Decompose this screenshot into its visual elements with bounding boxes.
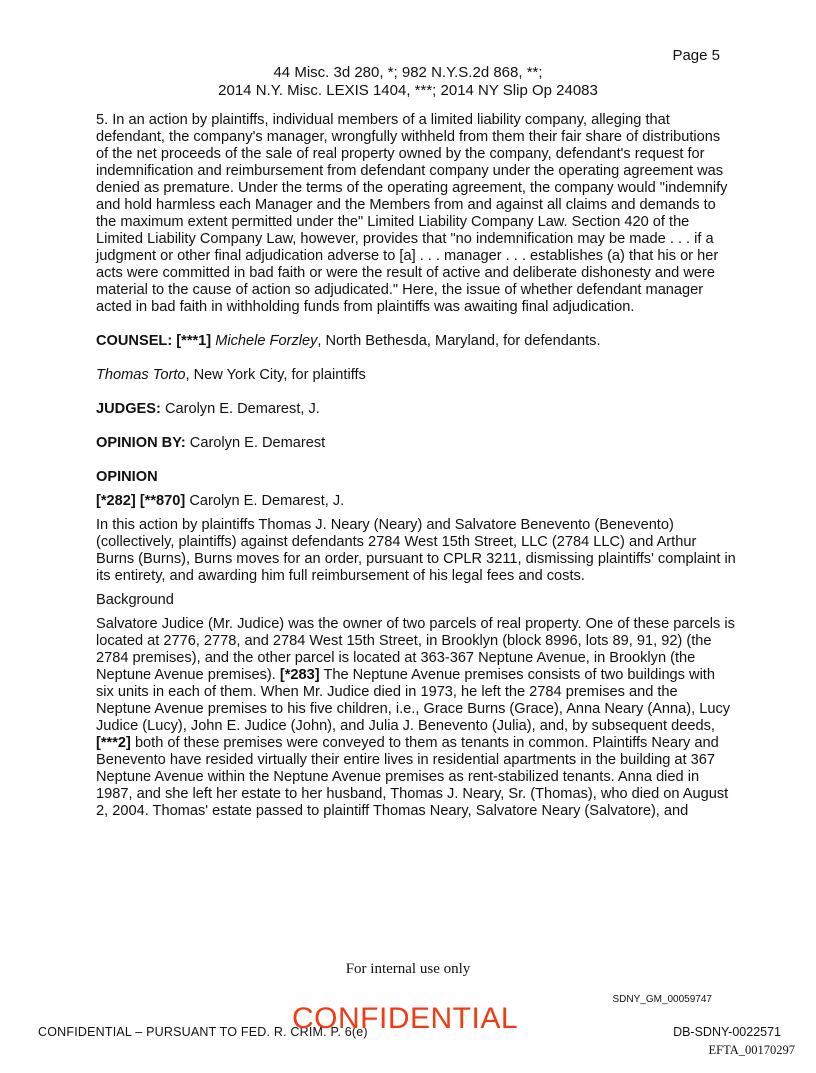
internal-use-notice: For internal use only — [345, 961, 471, 977]
judges-value: Carolyn E. Demarest, J. — [164, 401, 320, 417]
citation-line-1: 44 Misc. 3d 280, *; 982 N.Y.S.2d 868, **; — [273, 64, 543, 81]
counsel-plaintiffs — [96, 367, 736, 384]
bates-number-db: DB-SDNY-0022571 — [673, 1025, 781, 1039]
confidential-notice: CONFIDENTIAL – PURSUANT TO FED. R. CRIM. P. 6(e) — [38, 1025, 368, 1039]
star-page-ref: [***1] — [176, 333, 212, 349]
citation-line-2: 2014 N.Y. Misc. LEXIS 1404, ***; 2014 NY Slip Op 24083 — [218, 82, 598, 99]
opinion-by-value: Carolyn E. Demarest — [189, 435, 326, 451]
paragraph-text: Salvatore Judice (Mr. Judice) was the owner of two parcels of real property. One of these parcels is located at 2776, 2778, and 2784 West 15th Street, in Brooklyn (block 8996, lots 89, 91, 92) (the 2784 premises), and the other parcel is located at 363-367 Neptune Avenue, in Brooklyn (the Neptune Avenue premises). — [96, 616, 735, 683]
opinion-paragraph-2 — [96, 616, 736, 820]
counsel-name-defendants: Michele Forzley — [215, 333, 318, 349]
paragraph-text: The Neptune Avenue premises consists of two buildings with six units in each of them. When Mr. Judice died in 1973, he left the 2784 premises and the Neptune Avenue premises to his five children, i.e., Grace Burns (Grace), Anna Neary (Anna), Lucy Judice (Lucy), John E. Judice (John), and Julia J. Benevento (Julia), and, by subsequent deeds, — [96, 667, 731, 734]
opinion-judge: Carolyn E. Demarest, J. — [189, 493, 345, 509]
star-page-ref: [**870] — [139, 493, 186, 509]
star-page-ref: [***2] — [96, 735, 131, 751]
counsel-detail-defendants: , North Bethesda, Maryland, for defendants. — [317, 333, 601, 349]
headnote-5: 5. In an action by plaintiffs, individual members of a limited liability company, alleging that defendant, the company's manager, wrongfully withheld from them their fair share of distributions of the net proceeds of the sale of real property owned by the company, defendant's request for indemnification and reimbursement from defendant company under the operating agreement was denied as premature. Under the terms of the operating agreement, the company would "indemnify and hold harmless each Manager and the Members from and against all claims and demands to the maximum extent permitted under the" Limited Liability Company Law. Section 420 of the Limited Liability Company Law, however, provides that "no indemnification may be made . . . if a judgment or other final adjudication adverse to [a] . . . manager . . . establishes (a) that his or her acts were committed in bad faith or were the result of active and deliberate dishonesty and were material to the cause of action so adjudicated." Here, the issue of whether defendant manager acted in bad faith in withholding funds from plaintiffs was awaiting final adjudication. — [96, 112, 728, 315]
opinion-judge-line — [96, 493, 736, 510]
counsel-defendants — [96, 333, 736, 350]
counsel-detail-plaintiffs: , New York City, for plaintiffs — [185, 367, 366, 383]
judges-label: JUDGES: — [96, 401, 161, 417]
background-heading: Background — [96, 592, 174, 608]
star-page-ref: [*283] — [279, 667, 320, 683]
opinion-by-line — [96, 435, 736, 452]
counsel-name-plaintiffs: Thomas Torto — [96, 367, 186, 383]
efta-number: EFTA_00170297 — [708, 1043, 795, 1057]
page-number: Page 5 — [672, 47, 720, 64]
judges-line — [96, 401, 736, 418]
star-page-ref: [*282] — [96, 493, 136, 509]
opinion-by-label: OPINION BY: — [96, 435, 186, 451]
opinion-heading — [96, 469, 736, 486]
document-body — [96, 112, 736, 837]
bates-number-gm: SDNY_GM_00059747 — [612, 994, 712, 1005]
counsel-label: COUNSEL: — [96, 333, 173, 349]
opinion-paragraph-1: In this action by plaintiffs Thomas J. Neary (Neary) and Salvatore Benevento (Benevento) (collectively, plaintiffs) against defendants 2784 West 15th Street, LLC (2784 LLC) and Arthur Burns (Burns), Burns moves for an order, pursuant to CPLR 3211, dismissing plaintiffs' complaint in its entirety, and awarding him full reimbursement of his legal fees and costs. — [96, 517, 736, 584]
paragraph-text: both of these premises were conveyed to them as tenants in common. Plaintiffs Neary and Benevento have resided virtually their entire lives in residential apartments in the building at 367 Neptune Avenue within the Neptune Avenue premises as rent-stabilized tenants. Anna died in 1987, and she left her estate to her husband, Thomas J. Neary, Sr. (Thomas), who died on August 2, 2004. Thomas' estate passed to plaintiff Thomas Neary, Salvatore Neary (Salvatore), and — [96, 735, 729, 819]
opinion-heading-text: OPINION — [96, 469, 158, 485]
confidential-stamp: CONFIDENTIAL — [292, 1002, 519, 1035]
